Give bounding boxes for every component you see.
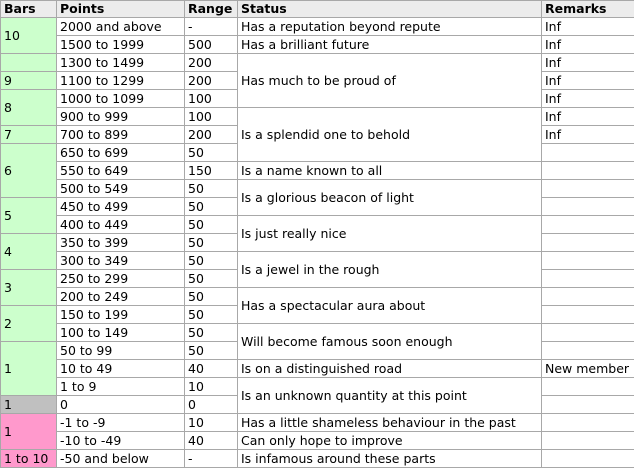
points-cell: 150 to 199 xyxy=(57,306,185,324)
remarks-cell: Inf xyxy=(542,126,634,144)
range-cell: 40 xyxy=(185,360,238,378)
status-cell: Is a splendid one to behold xyxy=(238,108,542,162)
points-cell: 0 xyxy=(57,396,185,414)
table-row xyxy=(1,324,634,342)
points-cell: 500 to 549 xyxy=(57,180,185,198)
status-cell: Is a glorious beacon of light xyxy=(238,180,542,216)
points-cell: 400 to 449 xyxy=(57,216,185,234)
range-cell: 50 xyxy=(185,288,238,306)
header-status: Status xyxy=(238,1,542,18)
table-row xyxy=(1,18,634,36)
remarks-cell: Inf xyxy=(542,108,634,126)
bars-cell xyxy=(1,54,57,72)
remarks-cell xyxy=(542,198,634,216)
header-remarks: Remarks xyxy=(542,1,634,18)
points-cell: 650 to 699 xyxy=(57,144,185,162)
range-cell: 40 xyxy=(185,432,238,450)
points-cell: 2000 and above xyxy=(57,18,185,36)
status-cell: Is on a distinguished road xyxy=(238,360,542,378)
remarks-cell: Inf xyxy=(542,54,634,72)
remarks-cell: Inf xyxy=(542,72,634,90)
range-cell: 50 xyxy=(185,306,238,324)
remarks-cell xyxy=(542,288,634,306)
range-cell: 50 xyxy=(185,252,238,270)
remarks-cell xyxy=(542,216,634,234)
remarks-cell xyxy=(542,414,634,432)
table-row xyxy=(1,54,634,72)
table-row xyxy=(1,216,634,234)
points-cell: 1 to 9 xyxy=(57,378,185,396)
table-row xyxy=(1,432,634,450)
range-cell: - xyxy=(185,450,238,468)
bars-cell: 6 xyxy=(1,144,57,198)
remarks-cell xyxy=(542,270,634,288)
remarks-cell xyxy=(542,180,634,198)
status-cell: Will become famous soon enough xyxy=(238,324,542,360)
status-cell: Has much to be proud of xyxy=(238,54,542,108)
remarks-cell xyxy=(542,252,634,270)
points-cell: 700 to 899 xyxy=(57,126,185,144)
points-cell: -10 to -49 xyxy=(57,432,185,450)
range-cell: 100 xyxy=(185,108,238,126)
status-cell: Is an unknown quantity at this point xyxy=(238,378,542,414)
header-points: Points xyxy=(57,1,185,18)
points-cell: 450 to 499 xyxy=(57,198,185,216)
bars-cell: 1 to 10 xyxy=(1,450,57,468)
bars-cell: 10 xyxy=(1,18,57,54)
status-cell: Is infamous around these parts xyxy=(238,450,542,468)
remarks-cell xyxy=(542,342,634,360)
points-cell: 1300 to 1499 xyxy=(57,54,185,72)
table-row xyxy=(1,162,634,180)
points-cell: 10 to 49 xyxy=(57,360,185,378)
points-cell: 550 to 649 xyxy=(57,162,185,180)
table-row xyxy=(1,252,634,270)
header-row xyxy=(1,1,634,18)
range-cell: 200 xyxy=(185,72,238,90)
remarks-cell xyxy=(542,144,634,162)
remarks-cell xyxy=(542,396,634,414)
remarks-cell: Inf xyxy=(542,90,634,108)
header-bars: Bars xyxy=(1,1,57,18)
status-cell: Is a jewel in the rough xyxy=(238,252,542,288)
points-cell: 350 to 399 xyxy=(57,234,185,252)
range-cell: 150 xyxy=(185,162,238,180)
range-cell: 10 xyxy=(185,414,238,432)
range-cell: 50 xyxy=(185,270,238,288)
range-cell: 50 xyxy=(185,144,238,162)
bars-cell: 1 xyxy=(1,414,57,450)
remarks-cell xyxy=(542,378,634,396)
range-cell: 50 xyxy=(185,180,238,198)
remarks-cell: New member xyxy=(542,360,634,378)
remarks-cell xyxy=(542,234,634,252)
range-cell: 0 xyxy=(185,396,238,414)
status-cell: Is just really nice xyxy=(238,216,542,252)
table-row xyxy=(1,108,634,126)
table-row xyxy=(1,414,634,432)
points-cell: 1100 to 1299 xyxy=(57,72,185,90)
remarks-cell xyxy=(542,450,634,468)
status-cell: Has a little shameless behaviour in the past xyxy=(238,414,542,432)
range-cell: 200 xyxy=(185,126,238,144)
table-row xyxy=(1,36,634,54)
status-cell: Has a reputation beyond repute xyxy=(238,18,542,36)
points-cell: 1000 to 1099 xyxy=(57,90,185,108)
remarks-cell: Inf xyxy=(542,18,634,36)
remarks-cell: Inf xyxy=(542,36,634,54)
bars-cell: 8 xyxy=(1,90,57,126)
range-cell: 100 xyxy=(185,90,238,108)
status-cell: Has a spectacular aura about xyxy=(238,288,542,324)
points-cell: -1 to -9 xyxy=(57,414,185,432)
points-cell: 300 to 349 xyxy=(57,252,185,270)
header-range: Range xyxy=(185,1,238,18)
remarks-cell xyxy=(542,432,634,450)
range-cell: 50 xyxy=(185,198,238,216)
range-cell: - xyxy=(185,18,238,36)
table-row xyxy=(1,450,634,468)
status-cell: Has a brilliant future xyxy=(238,36,542,54)
range-cell: 10 xyxy=(185,378,238,396)
bars-cell: 2 xyxy=(1,306,57,342)
status-cell: Can only hope to improve xyxy=(238,432,542,450)
bars-cell: 7 xyxy=(1,126,57,144)
bars-cell: 1 xyxy=(1,342,57,396)
range-cell: 200 xyxy=(185,54,238,72)
bars-cell: 1 xyxy=(1,396,57,414)
remarks-cell xyxy=(542,162,634,180)
table-row xyxy=(1,180,634,198)
remarks-cell xyxy=(542,306,634,324)
points-cell: 900 to 999 xyxy=(57,108,185,126)
table-row xyxy=(1,378,634,396)
status-cell: Is a name known to all xyxy=(238,162,542,180)
bars-cell: 4 xyxy=(1,234,57,270)
points-cell: 50 to 99 xyxy=(57,342,185,360)
points-cell: 250 to 299 xyxy=(57,270,185,288)
points-cell: -50 and below xyxy=(57,450,185,468)
points-cell: 1500 to 1999 xyxy=(57,36,185,54)
bars-cell: 5 xyxy=(1,198,57,234)
range-cell: 50 xyxy=(185,324,238,342)
range-cell: 500 xyxy=(185,36,238,54)
points-cell: 200 to 249 xyxy=(57,288,185,306)
table-row xyxy=(1,288,634,306)
range-cell: 50 xyxy=(185,234,238,252)
bars-cell: 3 xyxy=(1,270,57,306)
range-cell: 50 xyxy=(185,342,238,360)
points-cell: 100 to 149 xyxy=(57,324,185,342)
range-cell: 50 xyxy=(185,216,238,234)
remarks-cell xyxy=(542,324,634,342)
bars-cell: 9 xyxy=(1,72,57,90)
table-row xyxy=(1,360,634,378)
